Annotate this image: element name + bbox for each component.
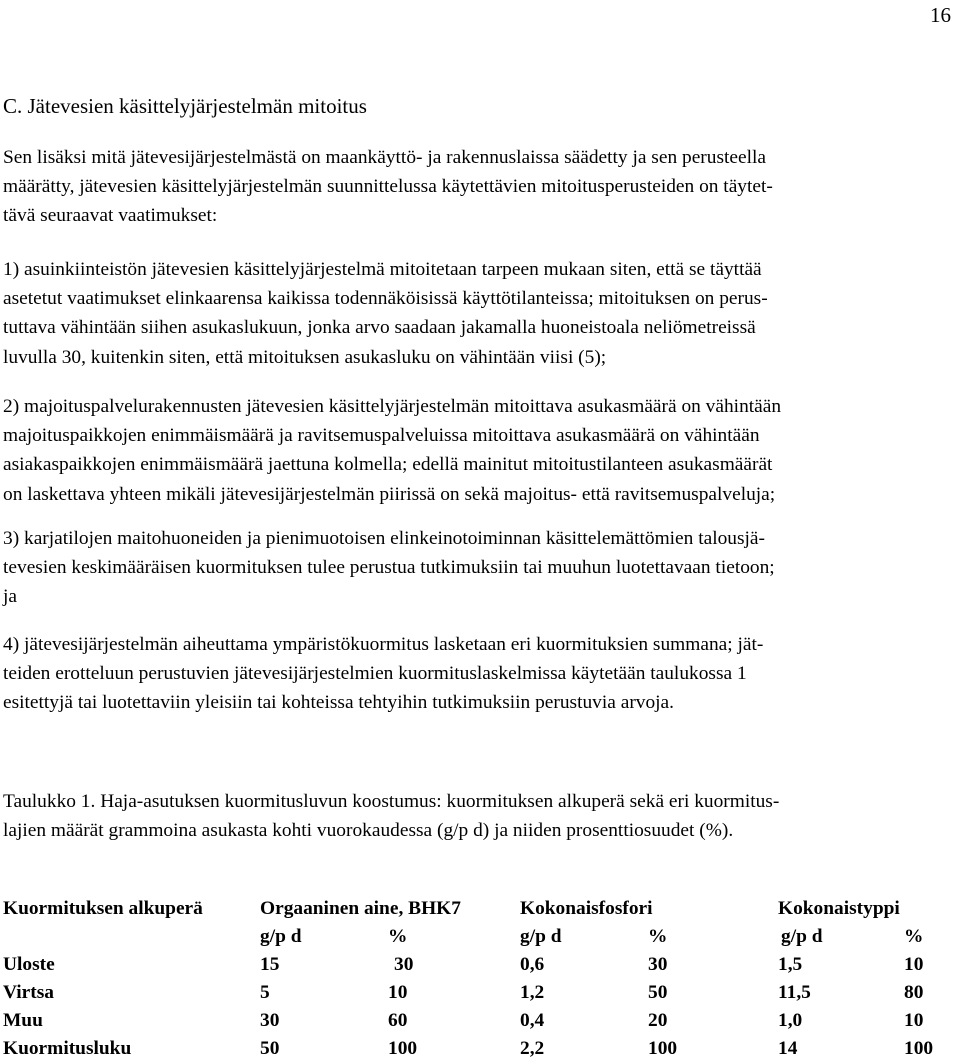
value-cell: 1,5 [778,954,803,975]
requirement-line: 3) karjatilojen maitohuoneiden ja pienimuotoisen elinkeinotoiminnan käsittelemättömien talousjä- [3,528,765,549]
value-cell: 100 [904,1038,934,1059]
section-heading: C. Jätevesien käsittelyjärjestelmän mitoitus [3,94,367,118]
value-cell: 60 [388,1010,408,1031]
value-cell: 30 [648,954,668,975]
requirement-line: 2) majoituspalvelurakennusten jätevesien käsittelyjärjestelmän mitoittava asukasmäärä on vähintään [3,396,782,417]
requirement-2 [3,392,958,509]
requirement-line: tevesien keskimääräisen kuormituksen tulee perustua tutkimuksiin tai muuhun luotettavaan tietoon; [3,557,775,579]
value-cell: 30 [260,1010,280,1031]
unit-cell: g/p d [781,926,823,947]
value-cell: 10 [904,954,924,975]
row-label: Uloste [3,954,55,975]
intro-line: Sen lisäksi mitä jätevesijärjestelmästä on maankäyttö- ja rakennuslaissa säädetty ja sen perusteella [3,147,766,168]
row-label: Muu [3,1010,43,1031]
unit-cell: % [904,926,924,947]
table-caption-line: lajien määrät grammoina asukasta kohti vuorokaudessa (g/p d) ja niiden prosenttiosuudet (%). [3,820,734,842]
requirement-line: tuttava vähintään siihen asukaslukuun, jonka arvo saadaan jakamalla huoneistoala neliömetreissä [3,317,756,339]
intro-line: määrätty, jätevesien käsittelyjärjestelmän suunnittelussa käytettävien mitoitusperusteiden on täytet- [3,176,773,198]
table-caption [3,787,958,845]
requirement-4 [3,630,958,718]
table-caption-line: Taulukko 1. Haja-asutuksen kuormitusluvun koostumus: kuormituksen alkuperä sekä eri kuormitus- [3,791,780,812]
header-origin: Kuormituksen alkuperä [3,898,203,919]
value-cell: 10 [904,1010,924,1031]
requirement-line: teiden erotteluun perustuvien jätevesijärjestelmien kuormituslaskelmissa käytetään taulukossa 1 [3,663,747,685]
requirement-line: majoituspaikkojen enimmäismäärä ja ravitsemuspalveluissa mitoittava asukasmäärä on vähintään [3,425,760,447]
requirement-line: esitettyjä tai luotettaviin yleisiin tai kohteissa tehtyihin tutkimuksiin perustuvia arvoja. [3,692,675,714]
row-label: Kuormitusluku [3,1038,132,1059]
value-cell: 15 [260,954,280,975]
table-header-row [3,895,958,923]
value-cell: 100 [388,1038,418,1059]
value-cell: 80 [904,982,924,1003]
unit-cell: g/p d [520,926,562,947]
value-cell: 20 [648,1010,668,1031]
value-cell: 1,2 [520,982,545,1003]
requirement-line: 1) asuinkiinteistön jätevesien käsittelyjärjestelmä mitoitetaan tarpeen mukaan siten, että se täyttää [3,259,762,280]
value-cell: 0,4 [520,1010,545,1031]
value-cell: 50 [648,982,668,1003]
value-cell: 100 [648,1038,678,1059]
requirement-line: asetetut vaatimukset elinkaarensa kaikissa todennäköisissä käyttötilanteissa; mitoituksen on perus- [3,288,768,310]
load-composition-table [3,895,958,1063]
value-cell: 10 [388,982,408,1003]
table-row [3,979,958,1007]
value-cell: 14 [778,1038,798,1059]
unit-cell: % [648,926,668,947]
header-phosphorus: Kokonaisfosfori [520,898,653,919]
value-cell: 30 [394,954,414,975]
requirement-1 [3,255,958,372]
requirement-line: on laskettava yhteen mikäli jätevesijärjestelmän piirissä on sekä majoitus- että ravitsemuspalveluja; [3,483,776,505]
header-organic: Orgaaninen aine, BHK7 [260,898,461,919]
requirement-line: 4) jätevesijärjestelmän aiheuttama ympäristökuormitus lasketaan eri kuormituksien summana; jät- [3,634,764,655]
table-row [3,951,958,979]
page-number: 16 [930,3,951,27]
requirement-line: luvulla 30, kuitenkin siten, että mitoituksen asukasluku on vähintään viisi (5); [3,346,607,368]
requirement-3 [3,524,958,612]
intro-line: tävä seuraavat vaatimukset: [3,205,218,227]
value-cell: 0,6 [520,954,545,975]
intro-paragraph [3,143,958,231]
unit-cell: % [388,926,408,947]
value-cell: 11,5 [778,982,811,1003]
requirement-line: asiakaspaikkojen enimmäismäärä jaettuna kolmella; edellä mainitut mitoitustilanteen asukasmäärät [3,454,773,476]
unit-cell: g/p d [260,926,302,947]
requirement-line: ja [3,586,17,608]
value-cell: 50 [260,1038,280,1059]
value-cell: 1,0 [778,1010,803,1031]
value-cell: 2,2 [520,1038,545,1059]
value-cell: 5 [260,982,270,1003]
header-nitrogen: Kokonaistyppi [778,898,900,919]
row-label: Virtsa [3,982,54,1003]
table-row [3,1007,958,1035]
table-units-row [3,923,958,951]
